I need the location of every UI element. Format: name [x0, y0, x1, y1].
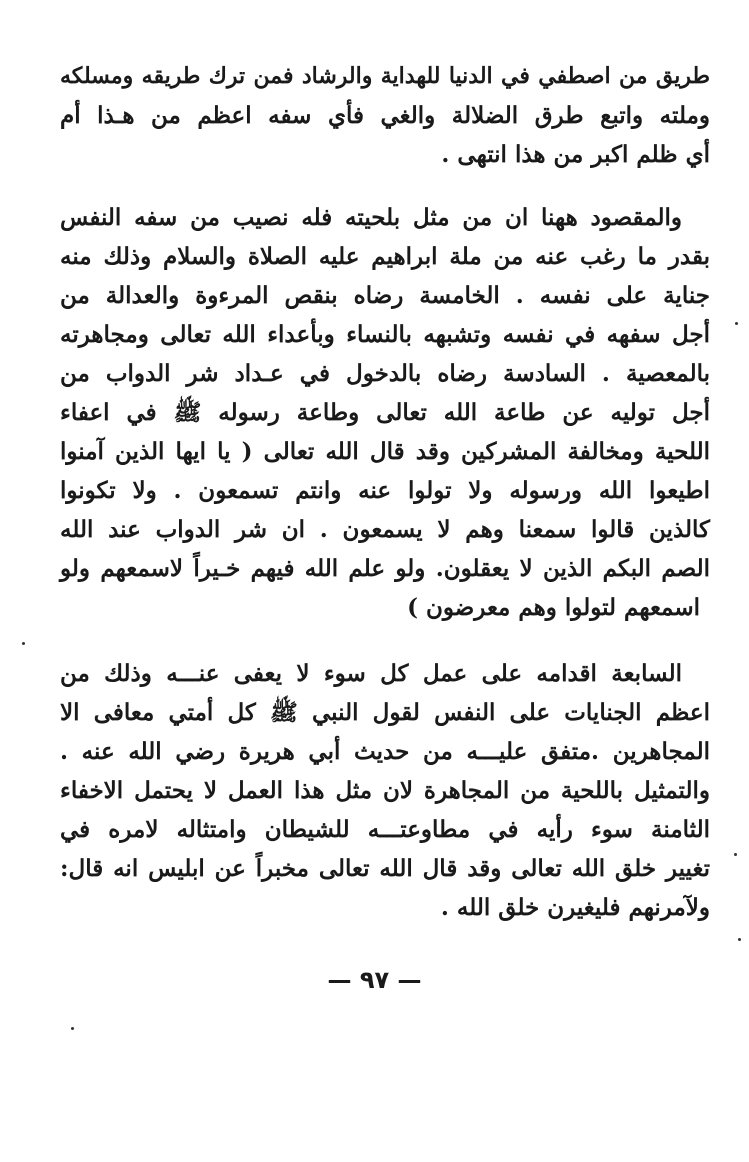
text-line: والتمثيل باللحية من المجاهرة لان مثل هذا العمل لا يحتمل الاخفاء: [60, 777, 710, 804]
text-line: أي ظلم اكبر من هذا انتهى .: [441, 141, 710, 168]
paragraph-1: [60, 57, 710, 174]
text-line: السابعة اقدامه على عمل كل سوء لا يعفى عنـــه وذلك من: [60, 660, 682, 687]
text-line: اسمعهم لتولوا وهم معرضون ): [407, 594, 700, 621]
scan-speck: [738, 938, 741, 941]
text-line: المجاهرين .متفق عليـــه من حديث أبي هريرة رضي الله عنه .: [60, 738, 710, 765]
paragraph-3: [60, 654, 710, 927]
text-line: جناية على نفسه . الخامسة رضاه بنقص المرءوة والعدالة من: [60, 282, 710, 309]
page-number: — ٩٧ —: [327, 966, 422, 994]
text-line: ولآمرنهم فليغيرن خلق الله .: [440, 894, 710, 921]
text-line: اعظم الجنايات على النفس لقول النبي ﷺ كل أمتي معافى الا: [60, 699, 710, 726]
text-line: تغيير خلق الله تعالى وقد قال الله تعالى مخبراً عن ابليس انه قال:: [60, 855, 710, 882]
scan-speck: [22, 642, 25, 645]
text-line: كالذين قالوا سمعنا وهم لا يسمعون . ان شر الدواب عند الله: [60, 516, 710, 543]
text-line: الصم البكم الذين لا يعقلون. ولو علم الله فيهم خـيراً لاسمعهم ولو: [60, 555, 710, 582]
text-line: الثامنة سوء رأيه في مطاوعتـــه للشيطان وامتثاله لامره في: [60, 816, 710, 843]
text-line: طريق من اصطفي في الدنيا للهداية والرشاد فمن ترك طريقه ومسلكه: [60, 63, 710, 89]
paragraph-2: [60, 198, 710, 627]
text-line: أجل سفهه في نفسه وتشبهه بالنساء وبأعداء الله تعالى ومجاهرته: [60, 321, 710, 348]
text-line: بقدر ما رغب عنه من ملة ابراهيم عليه الصلاة والسلام وذلك منه: [60, 243, 710, 270]
text-line: بالمعصية . السادسة رضاه بالدخول في عـداد شر الدواب من: [60, 360, 710, 387]
text-line: اطيعوا الله ورسوله ولا تولوا عنه وانتم تسمعون . ولا تكونوا: [60, 477, 710, 504]
scan-speck: [735, 322, 738, 325]
text-line: اللحية ومخالفة المشركين وقد قال الله تعالى ( يا ايها الذين آمنوا: [60, 438, 710, 465]
text-line: والمقصود ههنا ان من مثل بلحيته فله نصيب من سفه النفس: [60, 204, 682, 231]
text-line: أجل توليه عن طاعة الله تعالى وطاعة رسوله ﷺ في اعفاء: [60, 399, 710, 426]
text-line: وملته واتبع طرق الضلالة والغي فأي سفه اعظم من هـذا أم: [60, 102, 710, 129]
scan-speck: [734, 853, 737, 856]
scan-speck: [71, 1027, 74, 1030]
